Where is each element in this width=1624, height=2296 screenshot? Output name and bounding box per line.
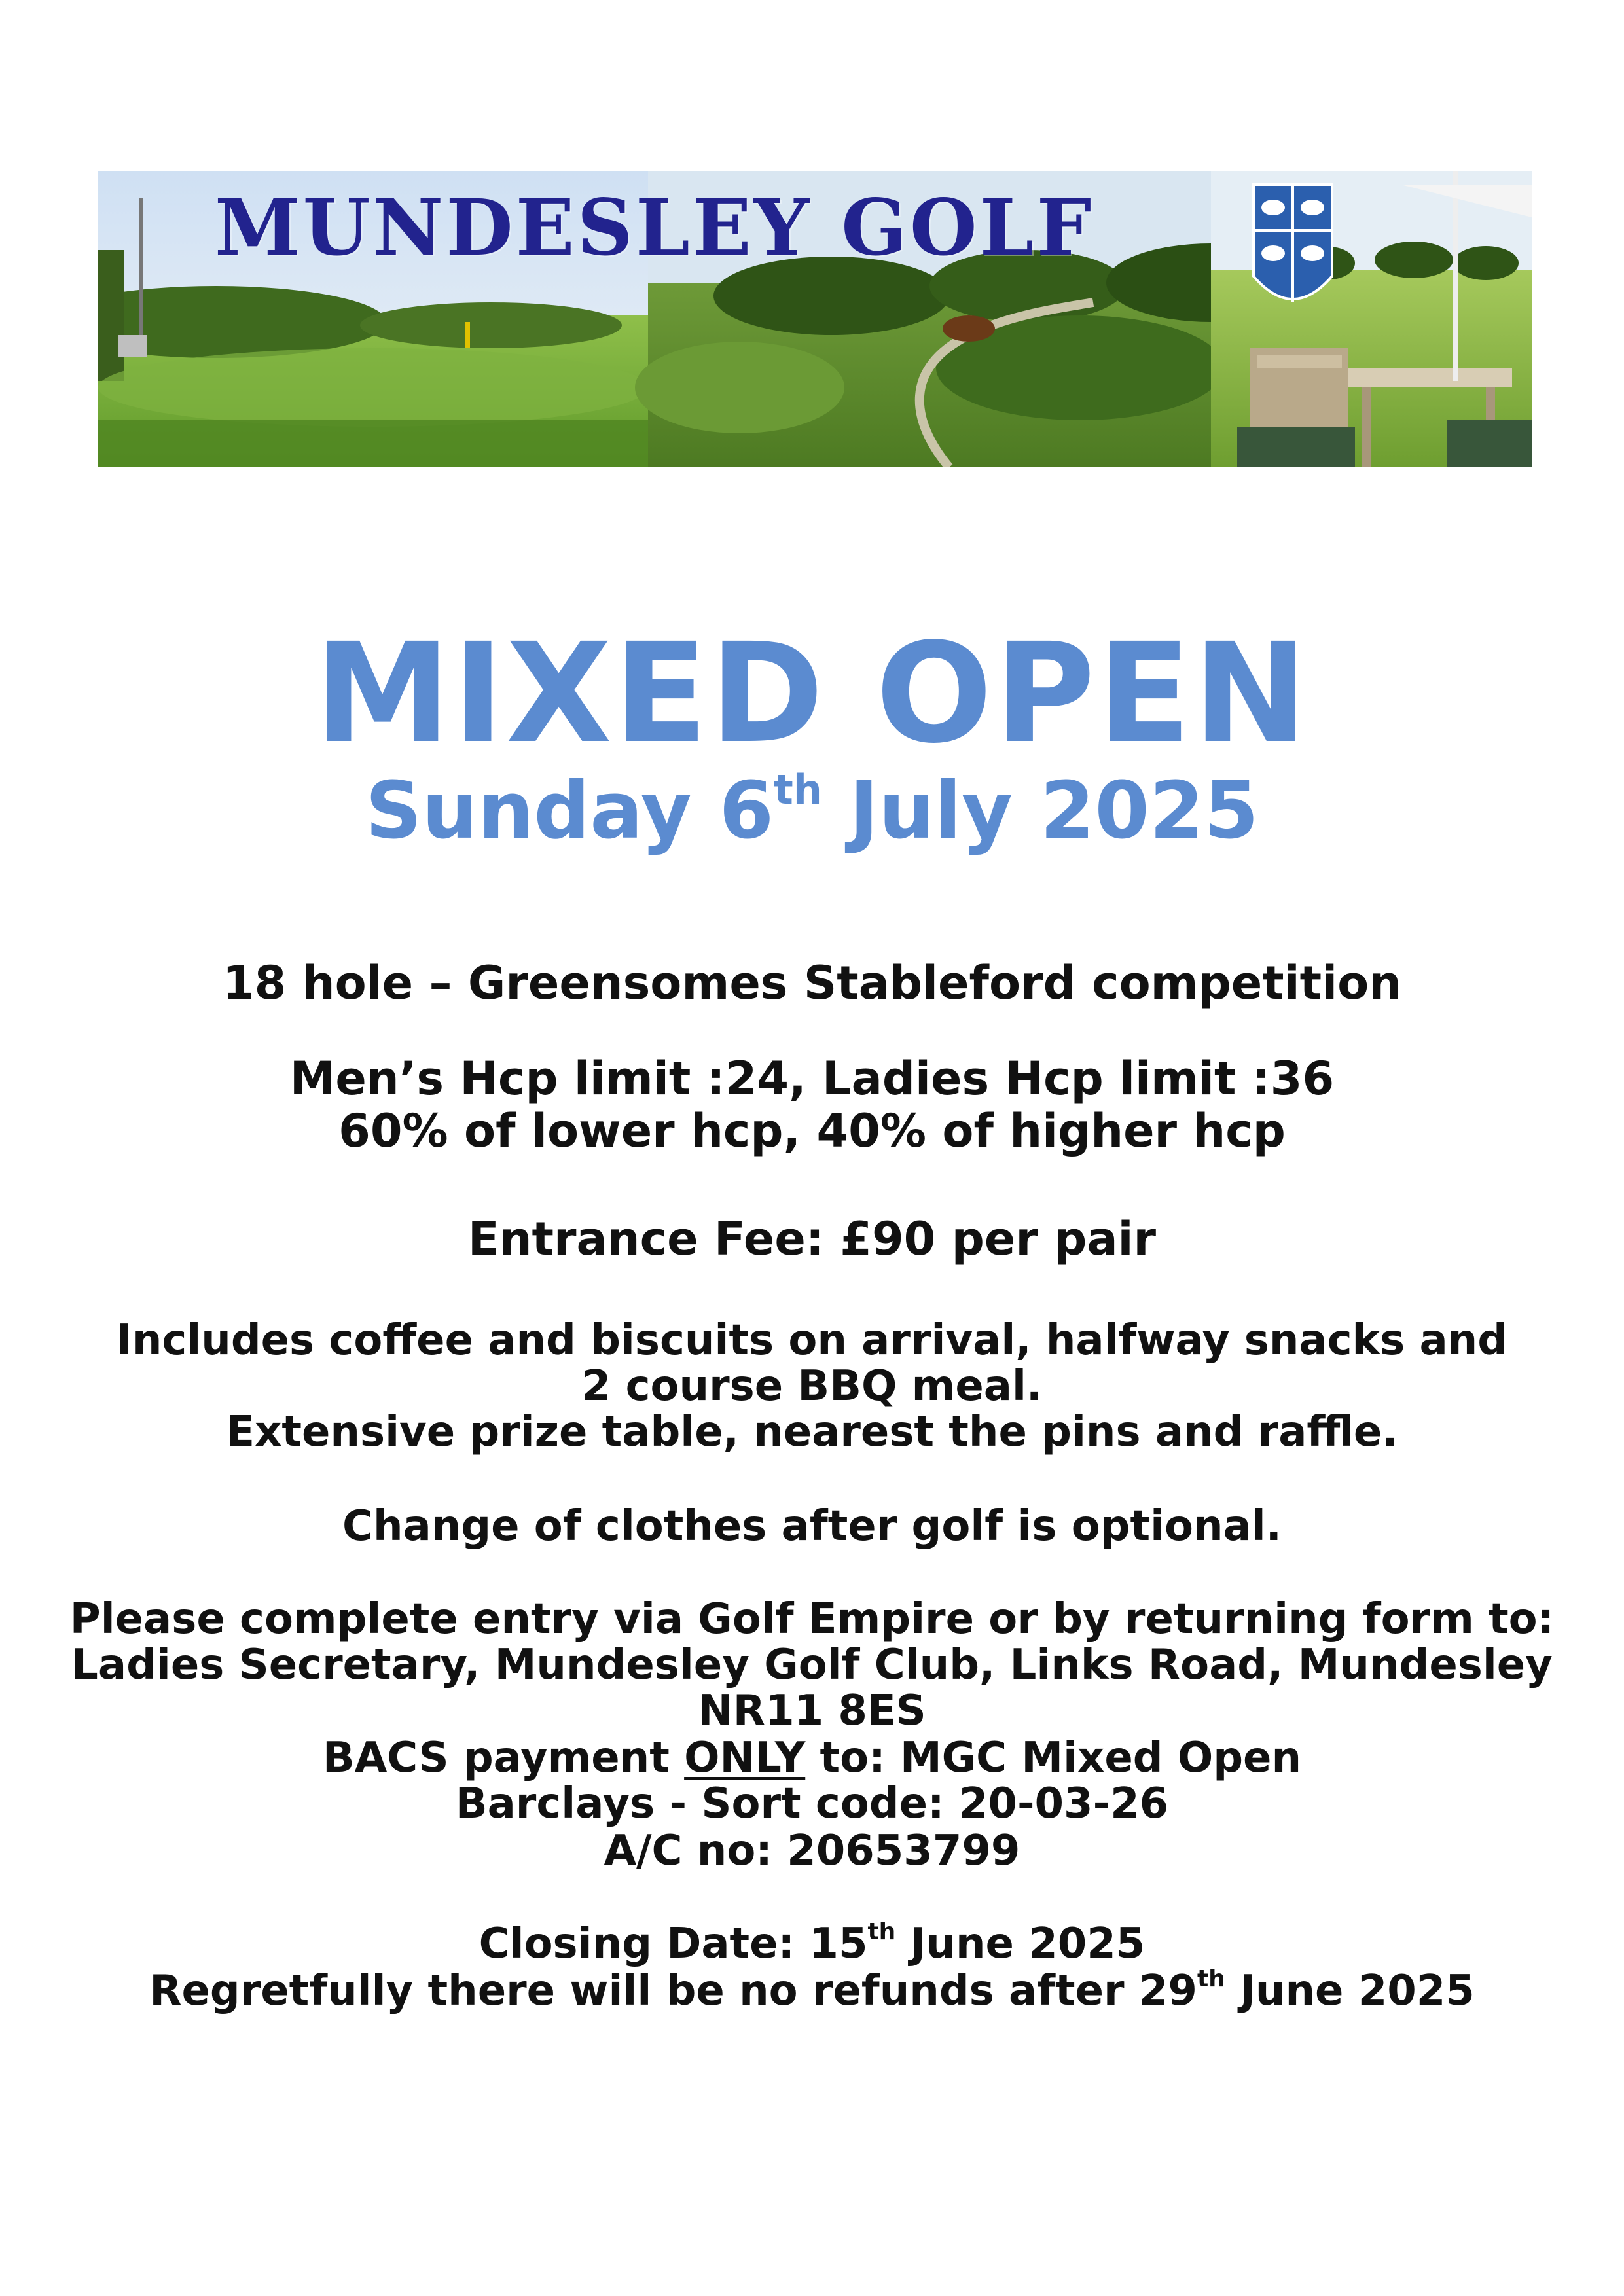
event-date-month-year: July 2025	[821, 766, 1259, 857]
bacs-payee: to: MGC Mixed Open	[805, 1734, 1302, 1782]
entrance-fee: Entrance Fee: £90 per pair	[467, 1212, 1157, 1266]
handicap-allowance: 60% of lower hcp, 40% of higher hcp	[338, 1104, 1286, 1158]
event-date-suffix: th	[774, 766, 822, 814]
bank-sort-code: Barclays - Sort code: 20-03-26	[455, 1780, 1169, 1828]
refund-policy-label: Regretfully there will be no refunds after 29	[149, 1967, 1197, 2015]
event-date	[0, 762, 1624, 873]
club-crest-logo	[1254, 185, 1332, 302]
event-title: MIXED OPEN	[314, 613, 1310, 774]
entry-postcode: NR11 8ES	[698, 1687, 926, 1735]
includes-line-2: 2 course BBQ meal.	[581, 1362, 1043, 1410]
entry-address: Ladies Secretary, Mundesley Golf Club, Links Road, Mundesley	[71, 1641, 1553, 1689]
closing-date-month-year: June 2025	[895, 1920, 1146, 1968]
clubhouse-terrace-photo	[1211, 171, 1532, 467]
bacs-payment-label: BACS payment	[322, 1734, 685, 1782]
bacs-payment	[0, 1734, 1624, 1782]
club-name-title: MUNDESLEY GOLF	[215, 182, 1094, 273]
header-banner	[98, 171, 1532, 467]
dress-code-note: Change of clothes after golf is optional.	[342, 1502, 1282, 1551]
competition-format: 18 hole – Greensomes Stableford competition	[222, 956, 1402, 1010]
refund-policy	[0, 1967, 1624, 2021]
closing-date-suffix: th	[867, 1918, 896, 1945]
event-date-day: Sunday 6	[365, 766, 774, 857]
entry-instructions: Please complete entry via Golf Empire or by returning form to:	[69, 1595, 1555, 1643]
closing-date	[0, 1920, 1624, 1974]
bacs-only-emphasis: ONLY	[684, 1734, 806, 1782]
includes-line-3: Extensive prize table, nearest the pins and raffle.	[226, 1408, 1398, 1456]
handicap-limits: Men’s Hcp limit :24, Ladies Hcp limit :36	[289, 1052, 1335, 1105]
closing-date-label: Closing Date: 15	[478, 1920, 868, 1968]
refund-date-month-year: June 2025	[1225, 1967, 1475, 2015]
includes-line-1: Includes coffee and biscuits on arrival, halfway snacks and	[117, 1316, 1507, 1365]
bank-account-number: A/C no: 20653799	[604, 1827, 1020, 1875]
refund-date-suffix: th	[1197, 1965, 1225, 1992]
